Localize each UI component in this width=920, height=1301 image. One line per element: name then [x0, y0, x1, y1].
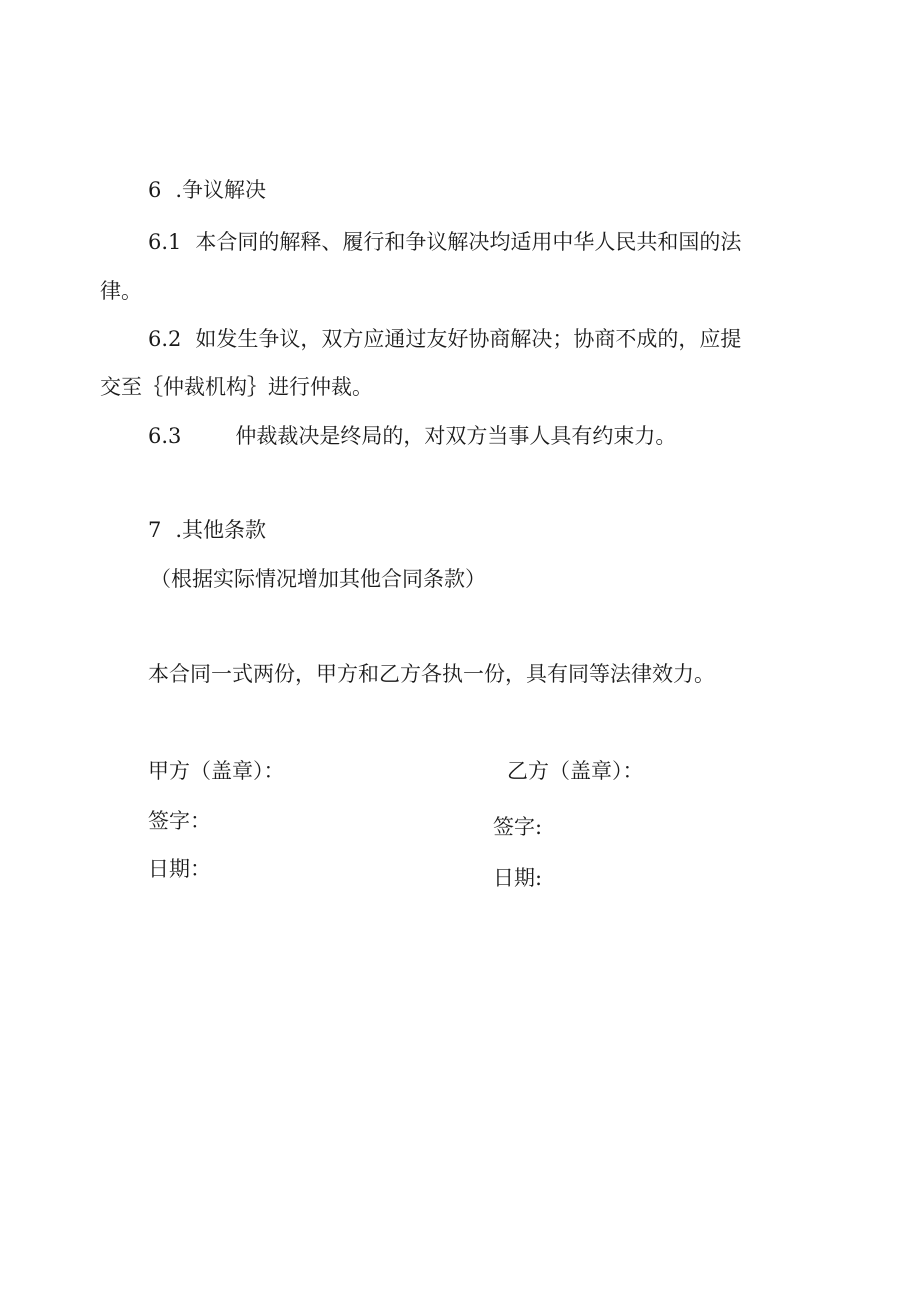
party-a-sign-label: 签字： — [148, 809, 211, 833]
party-b-date-label: 日期: — [493, 866, 543, 890]
section-7-title: .其他条款 — [175, 518, 267, 542]
section-7-note: （根据实际情况增加其他合同条款） — [150, 567, 486, 591]
section-7-number: 7 — [148, 518, 162, 542]
party-a-date-label: 日期： — [148, 857, 211, 881]
party-b-seal-label: 乙方（盖章）： — [507, 759, 644, 783]
clause-6-2-line-2: 交至｛仲裁机构｝进行仲裁。 — [100, 375, 373, 399]
closing-statement: 本合同一式两份，甲方和乙方各执一份，具有同等法律效力。 — [148, 662, 715, 686]
clause-6-3-text: 仲裁裁决是终局的，对双方当事人具有约束力。 — [235, 424, 677, 448]
party-b-sign-label: 签字: — [493, 815, 543, 839]
clause-6-2-number: 6.2 — [148, 327, 182, 351]
clause-6-1-line-2: 律。 — [100, 279, 142, 303]
section-6-title: .争议解决 — [175, 178, 267, 202]
clause-6-2-line-1 — [148, 325, 741, 353]
clause-6-1-text: 本合同的解释、履行和争议解决均适用中华人民共和国的法 — [195, 230, 742, 254]
clause-6-1-line-1 — [148, 228, 741, 256]
clause-6-1-number: 6.1 — [148, 230, 182, 254]
party-a-seal-label: 甲方（盖章）： — [148, 759, 285, 783]
clause-6-3-number: 6.3 — [148, 424, 182, 448]
section-6-number: 6 — [148, 178, 162, 202]
clause-6-3 — [148, 422, 676, 450]
section-6-heading — [148, 176, 266, 204]
section-7-heading — [148, 516, 266, 544]
clause-6-2-text: 如发生争议，双方应通过友好协商解决；协商不成的，应提 — [195, 327, 742, 351]
